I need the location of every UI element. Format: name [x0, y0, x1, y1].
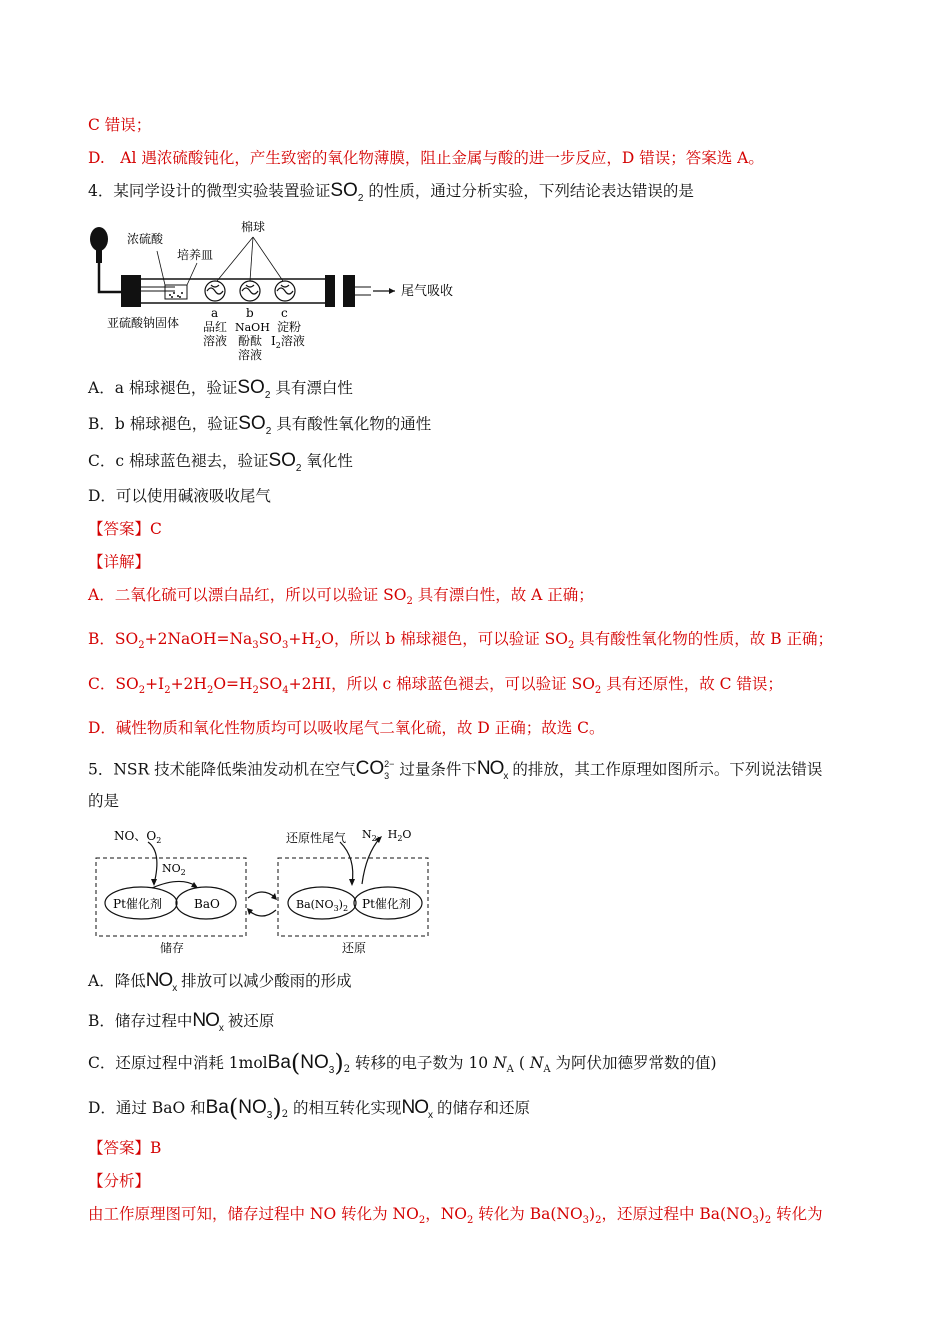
label-reduction: 还原	[342, 941, 367, 955]
q5-option-c: C．还原过程中消耗 $1molBa(NO_3)_2$ 转移的电子数为 10 $N_A$ ( $N_A$ 为阿伏加德罗常数的值)	[88, 1049, 717, 1077]
q5-nsr-diagram	[90, 820, 440, 960]
label-b-line2: 酚酞	[238, 334, 263, 348]
label-c: c	[281, 306, 288, 320]
q4-option-b: B．b 棉球褪色，验证$SO_2$ 具有酸性氧化物的通性	[88, 413, 432, 437]
q5-stem-line2: 的是	[88, 792, 120, 810]
label-a-line1: 品红	[203, 320, 228, 334]
label-solid: 亚硫酸钠固体	[107, 316, 180, 330]
q5-option-d: D．通过 BaO 和$Ba(NO_3)_2$ 的相互转化实现$NO_x$ 的储存和还原	[88, 1094, 530, 1122]
label-ba-no3: $Ba(NO_3)_2$	[296, 898, 349, 913]
label-b-line3: 溶液	[238, 348, 263, 362]
label-c-line2: $I_2$溶液	[271, 334, 305, 350]
q5-analysis-title: 【分析】	[88, 1172, 151, 1190]
q4-explain-c: C．$SO_2+I_2+2H_2O=H_2SO_4+2HI$，所以 c 棉球蓝色褪去，可以验证 $SO_2$ 具有还原性，故 C 错误；	[88, 675, 783, 697]
label-a: a	[211, 306, 219, 320]
q5-answer: 【答案】B	[88, 1139, 162, 1157]
label-cotton: 棉球	[241, 220, 266, 234]
dropper-bulb	[90, 227, 108, 251]
q4-option-a: A．a 棉球褪色，验证$SO_2$ 具有漂白性	[88, 377, 353, 401]
label-dish: 培养皿	[177, 248, 214, 262]
label-c-line1: 淀粉	[277, 320, 302, 334]
label-tail-gas: 尾气吸收	[401, 284, 454, 299]
q5-stem: 5．NSR 技术能降低柴油发动机在空气$CO_3^{2-}$ 过量条件下$NO_x$ 的排放，其工作原理如图所示。下列说法错误	[88, 758, 823, 783]
q5-analysis: 由工作原理图可知，储存过程中 NO 转化为 $NO_2$，$NO_2$ 转化为 $Ba(NO_3)_2$，还原过程中 $Ba(NO_3)_2$ 转化为	[88, 1205, 823, 1227]
q4-explain-b: B．$SO_2+2NaOH=Na_3SO_3+H_2O$，所以 b 棉球褪色，可以验证 $SO_2$ 具有酸性氧化物的性质，故 B 正确；	[88, 630, 834, 652]
cotton-ball-a	[205, 281, 225, 301]
q5-option-b: B．储存过程中$NO_x$ 被还原	[88, 1010, 275, 1034]
label-reducing-gas: 还原性尾气	[286, 831, 347, 845]
label-pt-left: Pt催化剂	[113, 897, 162, 911]
cotton-ball-b	[240, 281, 260, 301]
label-no2: $NO_2$	[162, 862, 186, 877]
prev-d-line: D. Al 遇浓硫酸钝化，产生致密的氧化物薄膜，阻止金属与酸的进一步反应，D 错误；答案选 A。	[88, 149, 764, 167]
q4-explain-d: D．碱性物质和氧化性物质均可以吸收尾气二氧化硫，故 D 正确；故选 C。	[88, 719, 605, 737]
label-products: $N_2$、$H_2O$	[362, 828, 412, 843]
q5-option-a: A．降低$NO_x$ 排放可以减少酸雨的形成	[88, 970, 352, 994]
label-input-gas: NO、$O_2$	[114, 829, 162, 845]
q4-option-d: D．可以使用碱液吸收尾气	[88, 487, 271, 505]
q4-answer: 【答案】C	[88, 520, 162, 538]
q4-detail-title: 【详解】	[88, 553, 151, 571]
q4-option-c: C．c 棉球蓝色褪去，验证$SO_2$ 氧化性	[88, 450, 353, 474]
q4-stem: 4．某同学设计的微型实验装置验证$SO_2$ 的性质，通过分析实验，下列结论表达错误的是	[88, 180, 694, 204]
label-storage: 储存	[160, 941, 185, 955]
left-stopper	[121, 275, 133, 307]
q4-explain-a: A．二氧化硫可以漂白品红，所以可以验证 $SO_2$ 具有漂白性，故 A 正确；	[88, 586, 594, 608]
label-a-line2: 溶液	[203, 334, 228, 348]
label-conc-acid: 浓硫酸	[127, 232, 164, 246]
cotton-ball-c	[275, 281, 295, 301]
label-b-line1: NaOH	[235, 321, 270, 334]
right-stopper	[325, 275, 335, 307]
label-b: b	[246, 306, 254, 320]
q4-apparatus-diagram	[85, 213, 485, 369]
prev-c-wrong: C 错误；	[88, 116, 152, 134]
label-pt-right: Pt催化剂	[362, 897, 411, 911]
label-bao: BaO	[194, 897, 220, 911]
